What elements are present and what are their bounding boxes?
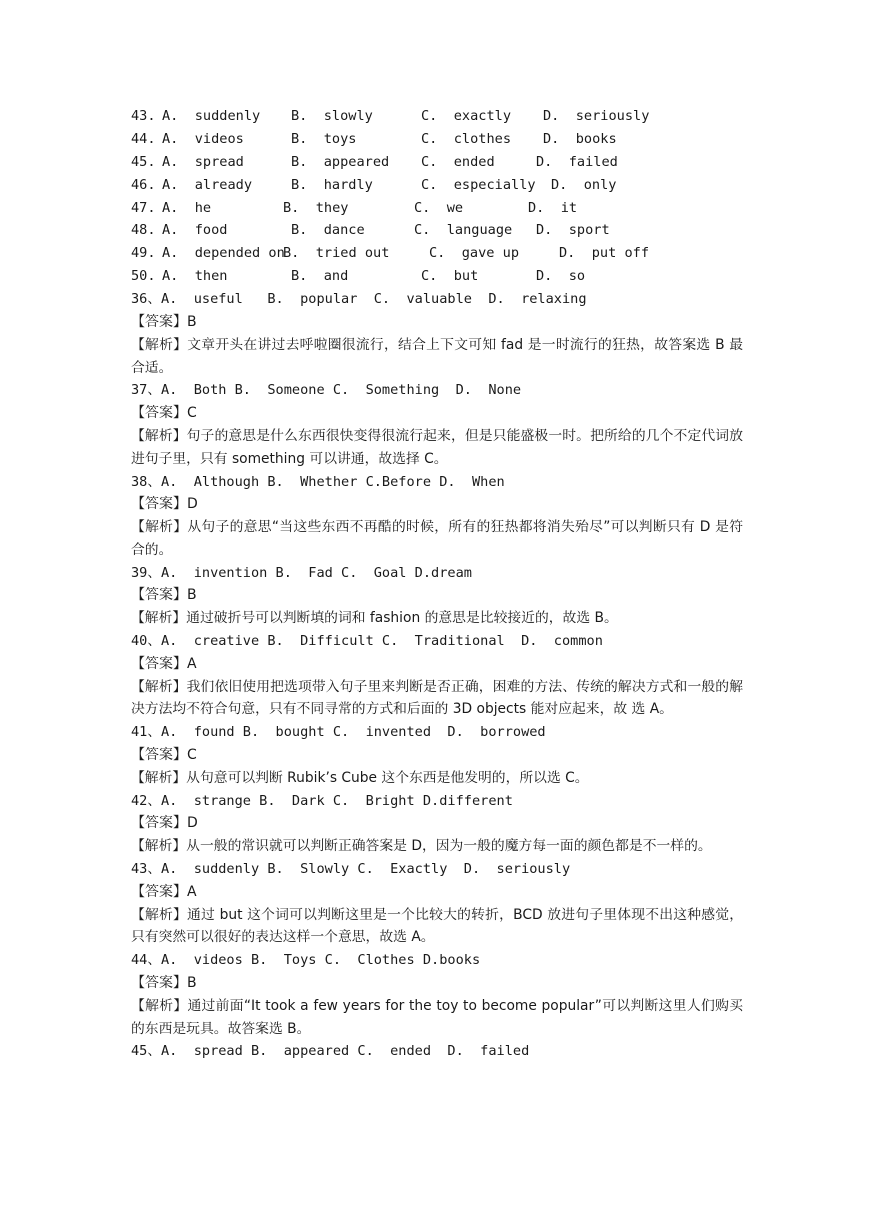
option-b: B. appeared [291,153,390,170]
option-d: D. so [536,268,586,285]
question-number: 43. [131,108,156,124]
qa-item [131,1040,743,1063]
answer-line: 【答案】B [131,975,197,992]
option-row [131,197,743,220]
option-b: B. slowly [291,108,373,124]
option-c: C. exactly [421,108,512,124]
question-options: 45、A. spread B. appeared C. ended D. failed [131,1043,530,1060]
option-c: C. we [414,199,464,216]
answer-line: 【答案】D [131,815,198,832]
answer-line: 【答案】C [131,405,197,422]
option-b: B. they [283,199,349,216]
qa-item [131,562,743,630]
question-number: 45. [131,153,156,170]
option-row [131,242,743,265]
option-row [131,174,743,197]
option-row [131,219,743,242]
question-options: 40、A. creative B. Difficult C. Traditional D. common [131,633,603,650]
option-a: A. suddenly [162,108,261,124]
qa-item [131,379,743,470]
analysis-paragraph: 【解析】我们依旧使用把选项带入句子里来判断是否正确，困难的方法、传统的解决方式和一般的解决方法均不符合句意，只有不同寻常的方式和后面的 3D objects 能对应起来，故 选 A。 [131,678,743,718]
question-options: 37、A. Both B. Someone C. Something D. None [131,382,522,399]
option-d: D. seriously [543,108,650,124]
option-a: A. then [162,268,228,285]
analysis-paragraph: 【解析】句子的意思是什么东西很快变得很流行起来，但是只能盛极一时。把所给的几个不定代词放进句子里，只有 something 可以讲通，故选择 C。 [131,427,743,467]
question-number: 49. [131,245,156,262]
option-d: D. only [551,176,617,193]
option-c: C. ended [421,153,495,170]
option-c: C. language [414,222,513,239]
qa-item [131,288,743,379]
question-options: 42、A. strange B. Dark C. Bright D.different [131,792,513,809]
option-a: A. food [162,222,228,239]
analysis-paragraph: 【解析】通过破折号可以判断填的词和 fashion 的意思是比较接近的，故选 B。 [131,610,618,627]
question-options: 41、A. found B. bought C. invented D. borrowed [131,724,546,741]
analysis-paragraph: 【解析】通过 but 这个词可以判断这里是一个比较大的转折，BCD 放进句子里体现不出这种感觉，只有突然可以很好的表达这样一个意思，故选 A。 [131,906,743,946]
analysis-paragraph: 【解析】从一般的常识就可以判断正确答案是 D，因为一般的魔方每一面的颜色都是不一样的。 [131,838,712,855]
option-a: A. depended on [162,245,285,262]
qa-item [131,858,743,949]
option-a: A. spread [162,153,244,170]
option-d: D. failed [536,153,618,170]
option-b: B. and [291,268,349,285]
qa-item [131,630,743,721]
answer-line: 【答案】B [131,587,197,604]
option-row [131,128,743,151]
option-d: D. sport [536,222,610,239]
qa-item [131,790,743,858]
option-row [131,151,743,174]
analysis-paragraph: 【解析】文章开头在讲过去呼啦圈很流行，结合上下文可知 fad 是一时流行的狂热，故答案选 B 最合适。 [131,336,743,376]
question-number: 46. [131,176,156,193]
option-d: D. put off [559,245,650,262]
option-b: B. hardly [291,176,373,193]
option-c: C. gave up [429,245,520,262]
option-b: B. tried out [283,245,390,262]
question-options: 38、A. Although B. Whether C.Before D. When [131,473,505,490]
option-d: D. it [528,199,578,216]
question-options: 44、A. videos B. Toys C. Clothes D.books [131,952,481,969]
question-number: 48. [131,222,156,239]
document-page [131,105,743,1063]
option-c: C. especially [421,176,536,193]
answer-line: 【答案】A [131,883,197,900]
qa-item [131,721,743,789]
analysis-paragraph: 【解析】从句意可以判断 Rubik’s Cube 这个东西是他发明的，所以选 C。 [131,769,589,786]
analysis-paragraph: 【解析】通过前面“It took a few years for the toy to become popular”可以判断这里人们购买的东西是玩具。故答案选 B。 [131,997,743,1037]
option-d: D. books [543,130,617,147]
option-b: B. toys [291,130,357,147]
options-table [131,105,743,288]
answer-line: 【答案】B [131,313,197,330]
option-c: C. clothes [421,130,512,147]
option-a: A. he [162,199,212,216]
answer-line: 【答案】A [131,655,197,672]
qa-item [131,471,743,562]
question-number: 47. [131,199,156,216]
option-c: C. but [421,268,479,285]
option-a: A. already [162,176,253,193]
qa-item [131,949,743,1040]
analysis-paragraph: 【解析】从句子的意思“当这些东西不再酷的时候，所有的狂热都将消失殆尽”可以判断只有 D 是符合的。 [131,519,743,558]
question-options: 39、A. invention B. Fad C. Goal D.dream [131,564,472,581]
answer-analysis-list [131,288,743,1063]
option-a: A. videos [162,130,244,147]
question-number: 50. [131,268,156,285]
question-options: 43、A. suddenly B. Slowly C. Exactly D. seriously [131,861,571,878]
option-row [131,265,743,288]
answer-line: 【答案】D [131,496,198,513]
option-b: B. dance [291,222,365,239]
answer-line: 【答案】C [131,747,197,764]
question-options: 36、A. useful B. popular C. valuable D. relaxing [131,291,587,308]
question-number: 44. [131,130,156,147]
option-row [131,105,743,128]
